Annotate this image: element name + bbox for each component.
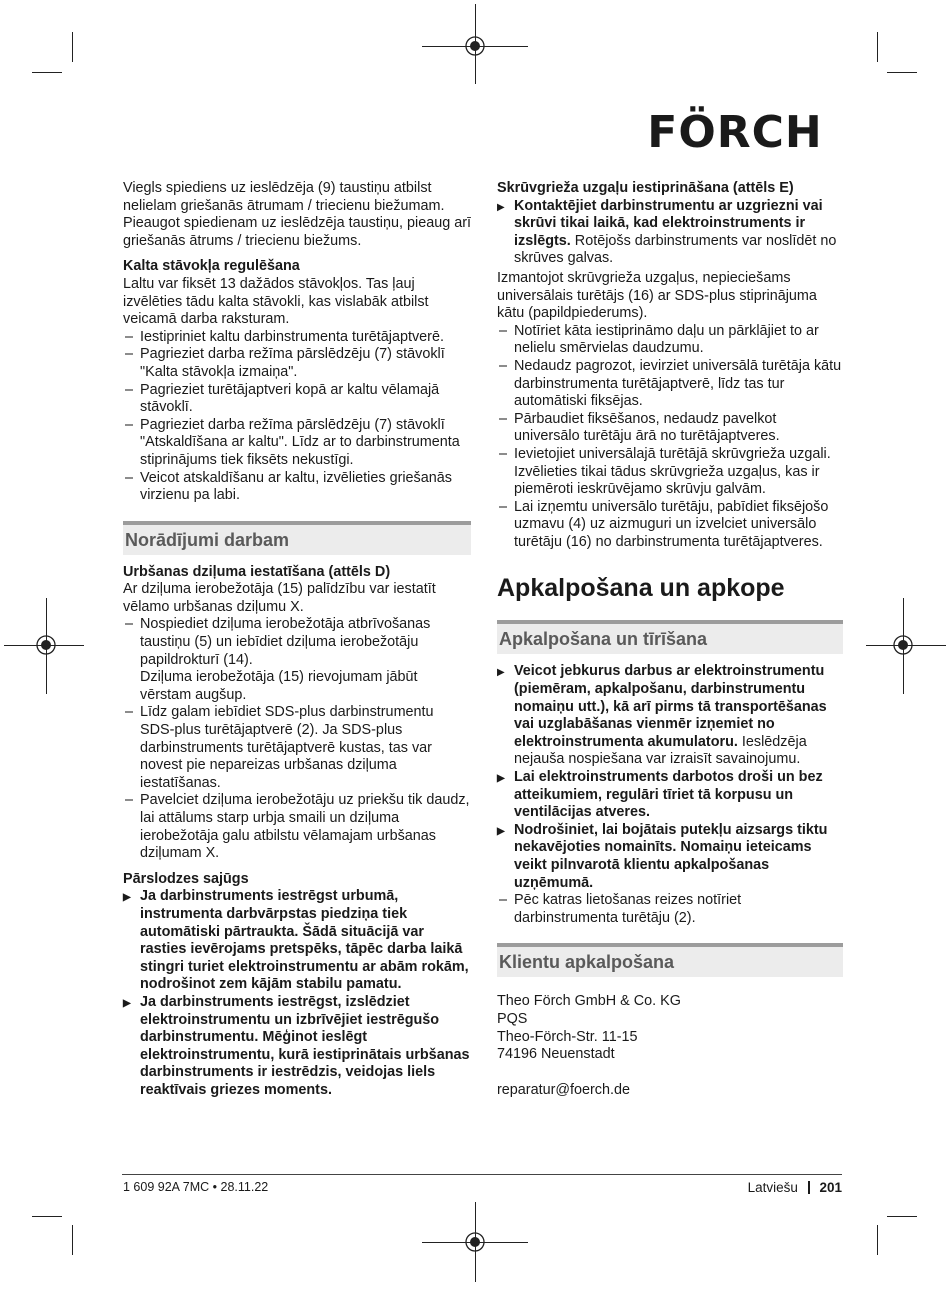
list-item: – Ievietojiet universālajā turētājā skrūvgrieža uzgali. Izvēlieties tikai tādus skrūvgrieža uzgaļus, kas ir piemēroti ieskrūvējamo skrūvju galvām. [497,446,843,499]
section-header [123,521,471,555]
address-line: Theo Förch GmbH & Co. KG [497,993,681,1010]
list-item: – Iestipriniet kaltu darbinstrumenta turētājaptverē. [123,329,471,347]
crop-mark [877,32,878,62]
warning-item [497,198,843,268]
kalta-heading: Kalta stāvokļa regulēšana [123,258,300,275]
footer-language: Latviešu [747,1180,798,1195]
depth-text: Ar dziļuma ierobežotāja (15) palīdzību var iestatīt vēlamo urbšanas dziļumu X. [123,581,436,615]
footer-page [748,1180,842,1195]
list-item: – Līdz galam iebīdiet SDS-plus darbinstrumentu SDS-plus turētājaptverē (2). Ja SDS-plus darbinstruments turētājaptverē kustas, tas var novest pie nepareizas urbšanas dziļuma iestatīšanas. [123,704,471,792]
crop-mark [887,1216,917,1217]
page-number: 201 [819,1180,842,1195]
main-heading: Apkalpošana un apkope [497,574,785,603]
list-item: – Pagrieziet darba režīma pārslēdzēju (7) stāvoklī "Kalta stāvokļa izmaiņa". [123,346,471,381]
registration-mark-icon [35,634,57,656]
list-item: – Notīriet kāta iestiprināmo daļu un pārklājiet to ar nelielu smērvielas daudzumu. [497,323,843,358]
warning-rest: Rotējošs darbinstruments var noslīdēt no skrūves galvas. [514,232,837,267]
clutch-warning-list [123,888,471,1099]
list-item: – Nospiediet dziļuma ierobežotāja atbrīvošanas taustiņu (5) un iebīdiet dziļuma ierobežotāju papildrokturī (14). Dziļuma ierobežotāja (15) rievojumam jābūt vērstam augšup. [123,616,471,704]
list-item: – Pavelciet dziļuma ierobežotāju uz priekšu tik daudz, lai attālums starp urbja smaili un dziļuma ierobežotāja galu atbilstu vēlamajam urbšanas dziļumam X. [123,792,471,862]
section-header [497,943,843,977]
registration-mark-icon [464,35,486,57]
kalta-text: Laltu var fiksēt 13 dažādos stāvokļos. Tas ļauj izvēlēties tādu kalta stāvokli, kas vislabāk atbilst veicamā darba raksturam. [123,275,429,328]
kalta-list [123,329,471,505]
list-item: – Veicot atskaldīšanu ar kaltu, izvēlieties griešanās virzienu pa labi. [123,470,471,505]
crop-mark [877,1225,878,1255]
address-line: Theo-Förch-Str. 11-15 [497,1028,638,1045]
crop-mark [32,72,62,73]
address-line: PQS [497,1010,528,1027]
service-address [497,993,843,1063]
registration-mark-icon [892,634,914,656]
address-line: 74196 Neuenstadt [497,1046,615,1063]
section-title: Apkalpošana un tīrīšana [497,620,843,654]
crop-mark [887,72,917,73]
section-header [497,620,843,654]
warning-item: ▶ Lai elektroinstruments darbotos droši un bez atteikumiem, regulāri tīriet tā korpusu un ventilācijas atveres. [497,769,843,822]
list-item: – Pēc katras lietošanas reizes notīriet darbinstrumenta turētāju (2). [497,892,843,927]
crop-mark [72,1225,73,1255]
clutch-heading: Pārslodzes sajūgs [123,870,249,887]
crop-mark [72,32,73,62]
depth-list [123,616,471,862]
list-item: – Pārbaudiet fiksēšanos, nedaudz pavelkot universālo turētāju ārā no turētājaptveres. [497,411,843,446]
forch-logo [628,95,842,165]
warning-item: ▶ Nodrošiniet, lai bojātais putekļu aizsargs tiktu nekavējoties nomainīts. Nomaiņu ieteicams veikt pilnvarotā klientu apkalpošanas uzņēmumā. [497,822,843,892]
left-column [123,180,471,1100]
screw-heading: Skrūvgrieža uzgaļu iestiprināšana (attēls E) [497,180,794,196]
screw-text: Izmantojot skrūvgrieža uzgaļus, nepieciešams universālais turētājs (16) ar SDS-plus stiprinājuma kātu (papildpiederums). [497,269,817,322]
list-item: – Lai izņemtu universālo turētāju, pabīdiet fiksējošo uzmavu (4) uz aizmuguri un izvelciet universālo turētāju (16) no darbinstrumenta turētājaptveres. [497,499,843,552]
warning-item: ▶ Ja darbinstruments iestrēgst urbumā, instrumenta darbvārpstas piedziņa tiek automātiski pārtraukta. Šādā situācijā var rasties ievērojams pretspēks, tāpēc darba laikā stingri turiet elektroinstrumentu ar abām rokām, nodrošinot zem kājām stabilu pamatu. [123,888,471,994]
right-column [497,180,843,1099]
warning-item: ▶ Ja darbinstruments iestrēgst, izslēdziet elektroinstrumentu un izbrīvējiet iestrēgušo darbinstrumentu. Mēģinot ieslēgt elektroinstrumentu, kurā iestiprinātais urbšanas darbinstruments ir iestrēdzis, veidojas liels reaktīvais griezes moments. [123,994,471,1100]
depth-heading: Urbšanas dziļuma iestatīšana (attēls D) [123,563,391,580]
warning-bold: Kontaktējiet darbinstrumentu ar uzgriezni vai skrūvi tikai laikā, kad elektroinstruments ir izslēgts. [514,197,823,249]
crop-mark [32,1216,62,1217]
warning-bold: Veicot jebkurus darbus ar elektroinstrumentu (piemēram, apkalpošanu, darbinstrumentu nomaiņu utt.), kā arī pirms tā transportēšanas vai uzglabāšanas vienmēr izņemiet no elektroinstrumenta akumulatoru. [514,663,827,750]
logo-text: FÖRCH [647,107,823,158]
footer-divider [808,1181,810,1194]
footer-rule [122,1174,842,1175]
footer-code: 1 609 92A 7MC • 28.11.22 [123,1180,269,1194]
list-item: – Pagrieziet darba režīma pārslēdzēju (7) stāvoklī "Atskaldīšana ar kaltu". Līdz ar to darbinstrumenta stiprinājums tiek fiksēts nekustīgi. [123,417,471,470]
section-title: Klientu apkalpošana [497,943,843,977]
warning-item [497,663,843,769]
registration-mark-icon [464,1231,486,1253]
section-title: Norādījumi darbam [123,521,471,555]
intro-paragraph: Viegls spiediens uz ieslēdzēja (9) taustiņu atbilst nelielam griešanās ātrumam / triecienu biežumam. Pieaugot spiedienam uz ieslēdzēja taustiņu, pieaug arī griešanās ātrums / triecienu biežums. [123,180,472,249]
screw-list [497,323,843,552]
warning-rest: Ieslēdzēja nejauša nospiešana var izraisīt savainojumu. [514,733,807,768]
list-item: – Pagrieziet turētājaptveri kopā ar kaltu vēlamajā stāvoklī. [123,382,471,417]
list-item: – Nedaudz pagrozot, ievirziet universālā turētāja kātu darbinstrumenta turētājaptverē, līdz tas tur automātiski fiksējas. [497,358,843,411]
service-email[interactable]: reparatur@foerch.de [497,1081,631,1098]
